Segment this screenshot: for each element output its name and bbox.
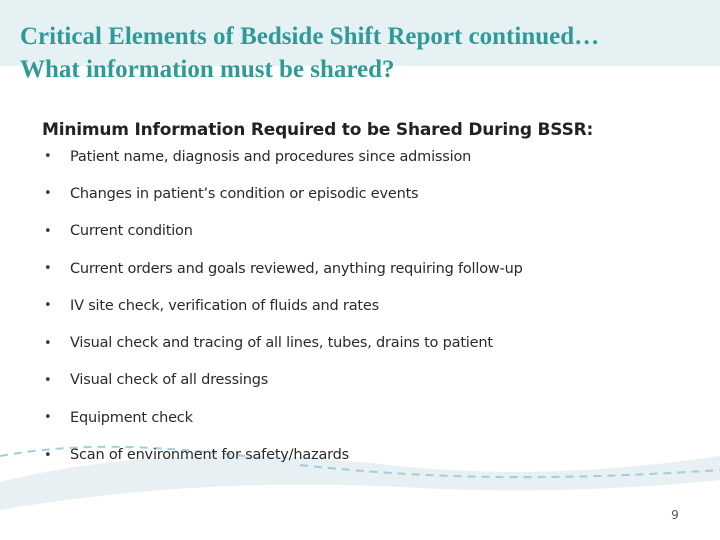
bullet-marker: • <box>44 223 52 239</box>
bullet-item <box>44 213 684 250</box>
bullet-text: Equipment check <box>70 409 193 426</box>
bullet-item <box>44 175 684 212</box>
bullet-text: Scan of environment for safety/hazards <box>70 447 350 464</box>
wave-band-white <box>0 480 720 540</box>
bullet-text: Visual check of all dressings <box>70 372 269 389</box>
bullet-item <box>44 287 684 324</box>
bullet-marker: • <box>44 410 52 426</box>
bullet-text: Patient name, diagnosis and procedures since admission <box>70 148 472 165</box>
bullet-text: IV site check, verification of fluids and rates <box>70 297 379 314</box>
page-number: 9 <box>671 508 679 522</box>
bullet-marker: • <box>44 149 52 165</box>
bullet-item <box>44 399 684 436</box>
slide-title <box>20 20 710 86</box>
bullet-text: Visual check and tracing of all lines, tubes, drains to patient <box>70 335 493 352</box>
bullet-item <box>44 324 684 361</box>
slide-title-line-1: Critical Elements of Bedside Shift Report continued… <box>20 23 600 50</box>
slide-title-line-2: What information must be shared? <box>20 56 395 83</box>
bullet-item <box>44 250 684 287</box>
bullet-text: Current orders and goals reviewed, anything requiring follow-up <box>70 260 523 277</box>
bullet-list <box>44 138 684 474</box>
bullet-marker: • <box>44 298 52 314</box>
bullet-item <box>44 436 684 473</box>
bullet-marker: • <box>44 261 52 277</box>
section-subheading: Minimum Information Required to be Shared During BSSR: <box>42 120 594 140</box>
bullet-marker: • <box>44 186 52 202</box>
bullet-marker: • <box>44 335 52 351</box>
bullet-marker: • <box>44 447 52 463</box>
bullet-item <box>44 362 684 399</box>
bullet-text: Current condition <box>70 223 193 240</box>
bullet-text: Changes in patient’s condition or episodic events <box>70 185 419 202</box>
bullet-item <box>44 138 684 175</box>
bullet-marker: • <box>44 372 52 388</box>
